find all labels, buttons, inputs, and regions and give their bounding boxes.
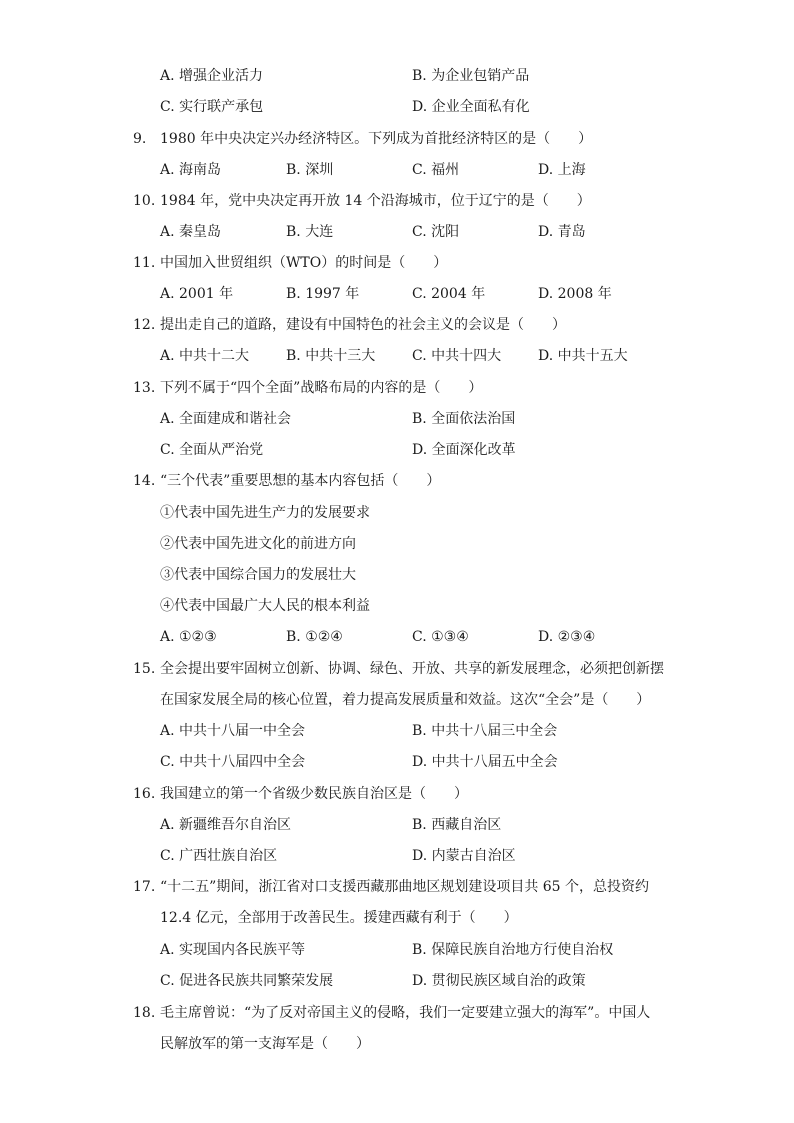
- question-text: 民解放军的第一支海军是（ ）: [160, 1036, 370, 1052]
- option-a: A. ①②③: [160, 629, 217, 645]
- option-a: A. 2001 年: [160, 286, 234, 302]
- option-c: C. 广西壮族自治区: [160, 848, 278, 864]
- option-c: C. 中共十四大: [412, 348, 502, 364]
- option-d: D. 贯彻民族区域自治的政策: [412, 973, 586, 989]
- statement-text: ③代表中国综合国力的发展壮大: [160, 567, 356, 583]
- option-a: A. 海南岛: [160, 162, 222, 178]
- question-number: 17.: [133, 879, 156, 895]
- option-a: A. 中共十二大: [160, 348, 250, 364]
- option-b: B. 全面依法治国: [412, 411, 516, 427]
- option-a: A. 增强企业活力: [160, 68, 264, 84]
- option-a: A. 秦皇岛: [160, 224, 222, 240]
- option-d: D. 企业全面私有化: [412, 99, 530, 115]
- option-c: C. 全面从严治党: [160, 442, 264, 458]
- option-b: B. 保障民族自治地方行使自治权: [412, 942, 614, 958]
- option-b: B. ①②④: [286, 629, 343, 645]
- option-b: B. 西藏自治区: [412, 817, 502, 833]
- question-text: 毛主席曾说：“为了反对帝国主义的侵略，我们一定要建立强大的海军”。中国人: [160, 1005, 651, 1021]
- option-c: C. 沈阳: [412, 224, 460, 240]
- question-text: 提出走自己的道路，建设有中国特色的社会主义的会议是（ ）: [160, 317, 566, 333]
- option-d: D. 青岛: [538, 224, 586, 240]
- question-number: 10.: [133, 193, 156, 209]
- option-c: C. 促进各民族共同繁荣发展: [160, 973, 334, 989]
- option-d: D. 中共十五大: [538, 348, 628, 364]
- option-a: A. 中共十八届一中全会: [160, 723, 306, 739]
- option-b: B. 中共十八届三中全会: [412, 723, 558, 739]
- question-number: 16.: [133, 786, 156, 802]
- option-c: C. 2004 年: [412, 286, 486, 302]
- question-number: 9.: [133, 131, 147, 147]
- question-text: 全会提出要牢固树立创新、协调、绿色、开放、共享的新发展理念，必须把创新摆: [160, 661, 664, 677]
- question-number: 15.: [133, 661, 156, 677]
- option-d: D. 内蒙古自治区: [412, 848, 516, 864]
- question-text: “三个代表”重要思想的基本内容包括（ ）: [160, 473, 441, 489]
- option-a: A. 全面建成和谐社会: [160, 411, 292, 427]
- question-text: 在国家发展全局的核心位置，着力提高发展质量和效益。这次“全会”是（ ）: [160, 692, 651, 708]
- option-d: D. ②③④: [538, 629, 596, 645]
- statement-text: ①代表中国先进生产力的发展要求: [160, 505, 370, 521]
- question-number: 11.: [133, 255, 156, 271]
- statement-text: ④代表中国最广大人民的根本利益: [160, 598, 370, 614]
- option-c: C. 中共十八届四中全会: [160, 754, 306, 770]
- statement-text: ②代表中国先进文化的前进方向: [160, 536, 356, 552]
- question-text: 我国建立的第一个省级少数民族自治区是（ ）: [160, 786, 468, 802]
- option-d: D. 上海: [538, 162, 586, 178]
- option-a: A. 新疆维吾尔自治区: [160, 817, 292, 833]
- option-b: B. 为企业包销产品: [412, 68, 530, 84]
- option-d: D. 全面深化改革: [412, 442, 516, 458]
- option-b: B. 大连: [286, 224, 334, 240]
- option-c: C. 实行联产承包: [160, 99, 264, 115]
- option-a: A. 实现国内各民族平等: [160, 942, 306, 958]
- question-text: 12.4 亿元，全部用于改善民生。援建西藏有利于（ ）: [160, 910, 518, 926]
- option-b: B. 深圳: [286, 162, 334, 178]
- question-text: 下列不属于“四个全面”战略布局的内容的是（ ）: [160, 380, 483, 396]
- question-text: 1984 年，党中央决定再开放 14 个沿海城市，位于辽宁的是（ ）: [160, 193, 591, 209]
- question-number: 18.: [133, 1005, 156, 1021]
- option-d: D. 中共十八届五中全会: [412, 754, 558, 770]
- question-number: 14.: [133, 473, 156, 489]
- question-text: “十二五”期间，浙江省对口支援西藏那曲地区规划建设项目共 65 个，总投资约: [160, 879, 650, 895]
- option-b: B. 1997 年: [286, 286, 360, 302]
- option-c: C. 福州: [412, 162, 460, 178]
- question-text: 1980 年中央决定兴办经济特区。下列成为首批经济特区的是（ ）: [160, 131, 593, 147]
- option-c: C. ①③④: [412, 629, 469, 645]
- option-b: B. 中共十三大: [286, 348, 376, 364]
- question-number: 13.: [133, 380, 156, 396]
- option-d: D. 2008 年: [538, 286, 612, 302]
- question-text: 中国加入世贸组织（WTO）的时间是（ ）: [160, 255, 448, 271]
- question-number: 12.: [133, 317, 156, 333]
